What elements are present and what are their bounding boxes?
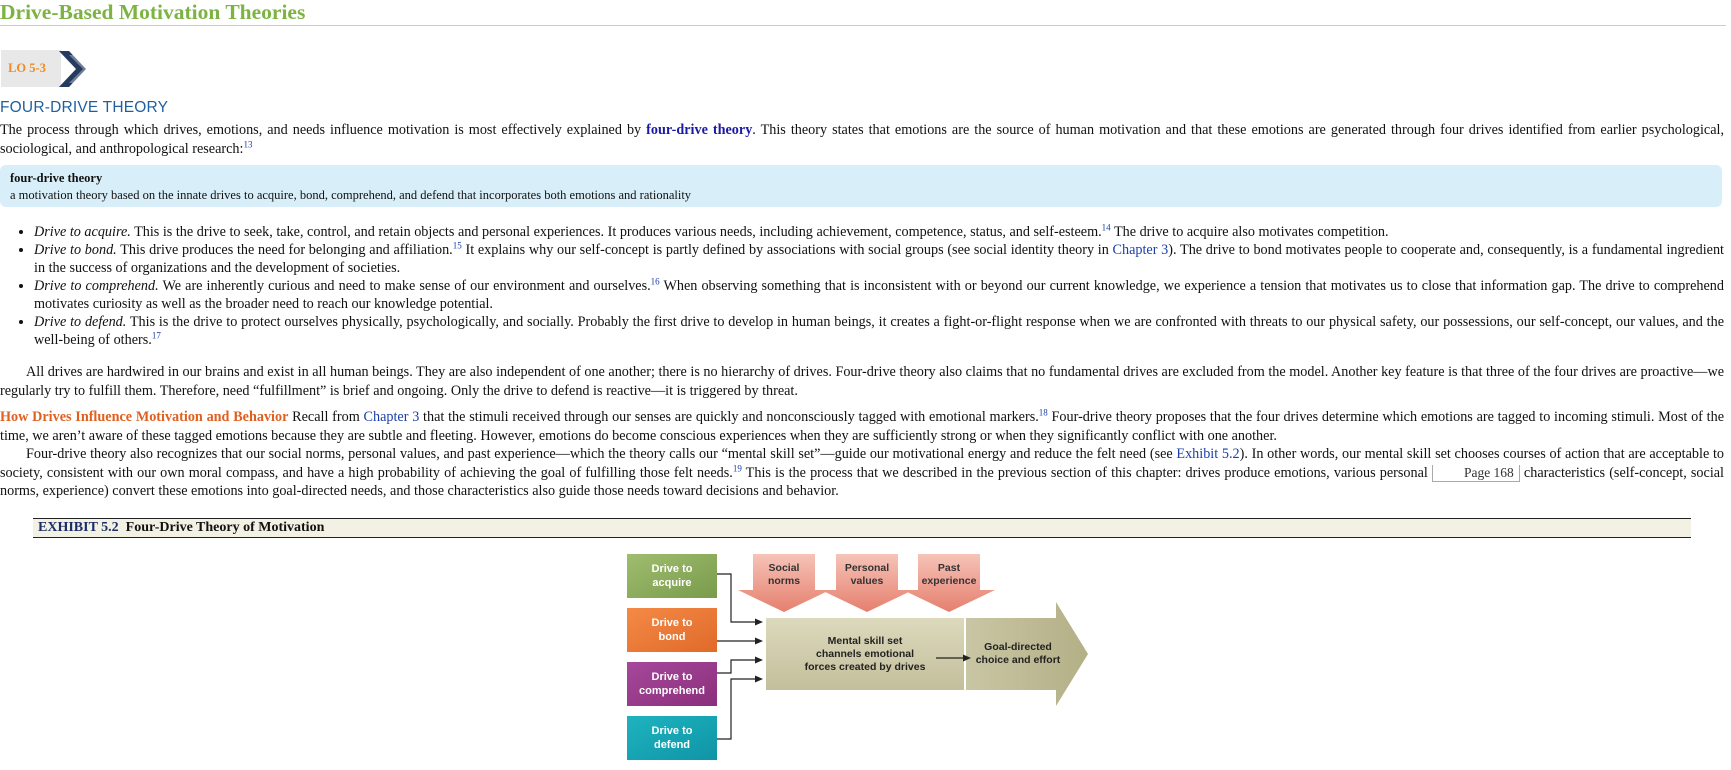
- mental-skill-paragraph: [0, 445, 1724, 501]
- drive-box-label: Drive to: [651, 671, 693, 683]
- drive-list: [0, 223, 1724, 349]
- goal-directed-arrow: [966, 602, 1088, 706]
- drive-name: Drive to comprehend.: [34, 278, 159, 294]
- center-label: channels emotional: [815, 648, 915, 660]
- footnote-ref[interactable]: 19: [732, 462, 742, 473]
- list-item: [34, 223, 1724, 241]
- drive-name: Drive to acquire.: [34, 224, 131, 240]
- drive-box-label: acquire: [652, 577, 692, 589]
- chapter-link[interactable]: Chapter 3: [1112, 242, 1169, 258]
- drive-text: ). The drive to bond motivates people to cooperate and, consequently, is a fundamental ingredient in the success of organizations and the development of societies.: [34, 242, 1724, 276]
- drive-text: The drive to acquire also motivates competition.: [1110, 224, 1389, 240]
- influence-past-experience: [903, 554, 995, 612]
- drive-box-defend: [627, 716, 717, 760]
- para-text: This is the process that we described in the previous section of this chapter: drives produce emotions, various personal: [741, 464, 1432, 481]
- drive-text: We are inherently curious and need to make sense of our environment and ourselves.: [158, 278, 651, 294]
- drive-text: When observing something that is inconsistent with or beyond our current knowledge, we experience a tension that motivates us to close that information gap. The drive to comprehend motivates curiosity as well as the broader need to reach our knowledge potential.: [34, 278, 1724, 312]
- definition-text: a motivation theory based on the innate drives to acquire, bond, comprehend, and defend that incorporates both emotions and rationality: [10, 188, 692, 202]
- footnote-ref[interactable]: 15: [452, 240, 462, 251]
- influence-label: Social: [768, 562, 800, 574]
- drive-box-bond: [627, 608, 717, 652]
- outcome-label: Goal-directed: [984, 641, 1052, 653]
- drive-box-label: Drive to: [651, 725, 693, 737]
- drive-name: Drive to defend.: [34, 314, 127, 330]
- definition-box: [0, 165, 1722, 207]
- exhibit-caption: [33, 518, 1691, 538]
- footnote-ref[interactable]: 18: [1038, 407, 1048, 418]
- para-text: Recall from: [288, 409, 364, 425]
- chapter-link[interactable]: Chapter 3: [363, 409, 420, 425]
- influence-label: Past: [937, 562, 961, 574]
- key-term-link[interactable]: four-drive theory: [646, 122, 753, 138]
- drive-box-acquire: [627, 554, 717, 598]
- chevron-right-icon: [56, 49, 96, 89]
- influence-label: Personal: [844, 562, 890, 574]
- list-item: [34, 313, 1724, 349]
- influence-social-norms: [738, 554, 830, 612]
- drive-text: It explains why our self-concept is partly defined by associations with social groups (see social identity theory in: [461, 242, 1113, 258]
- drive-box-label: Drive to: [651, 563, 693, 575]
- influence-label: values: [850, 575, 884, 587]
- para-text: ). In other words, our mental skill set chooses courses of action that are acceptable to society, consistent with our own moral compass, and have a high probability of achieving the goal of fulfilling those felt needs.: [0, 446, 1724, 481]
- center-label: forces created by drives: [804, 661, 926, 673]
- exhibit-link[interactable]: Exhibit 5.2: [1176, 446, 1240, 462]
- exhibit-number: EXHIBIT 5.2: [38, 520, 119, 535]
- drive-box-label: comprehend: [638, 685, 706, 697]
- center-label: Mental skill set: [827, 635, 903, 647]
- para-text: characteristics (self-concept, social norms, experience) convert these emotions into goal-directed needs, and those characteristics also guide those needs toward decisions and behavior.: [0, 464, 1725, 499]
- footnote-ref[interactable]: 16: [650, 276, 660, 287]
- drive-name: Drive to bond.: [34, 242, 117, 258]
- section-title: FOUR-DRIVE THEORY: [0, 99, 169, 116]
- para-text: Four-drive theory also recognizes that our social norms, personal values, and past experience—which the theory calls our “mental skill set”—guide our motivational energy and reduce the felt need (see: [26, 446, 1177, 462]
- drive-connectors: [717, 574, 756, 739]
- drive-box-label: bond: [658, 631, 686, 643]
- list-item: [34, 241, 1724, 277]
- hardwired-paragraph: All drives are hardwired in our brains and exist in all human beings. They are also independent of one another; there is no hierarchy of drives. Four-drive theory also claims that no fundamental drives are excluded from the model. Another key feature is that three of the four drives are proactive—we regularly try to fulfill them. Therefore, need “fulfillment” is brief and ongoing. Only the drive to defend is reactive—it is triggered by threat.: [0, 364, 1724, 399]
- footnote-ref[interactable]: 17: [151, 330, 161, 341]
- drive-text: This is the drive to protect ourselves physically, psychologically, and socially. Probably the first drive to develop in human beings, it creates a fight-or-flight response when we are confronted with threats to our physical safety, our possessions, our self-concept, our values, and the well-being of others.: [34, 314, 1724, 348]
- run-in-heading: How Drives Influence Motivation and Behavior: [0, 409, 289, 425]
- exhibit-title: Four-Drive Theory of Motivation: [125, 520, 325, 535]
- intro-paragraph: [0, 121, 1724, 158]
- page-marker: Page 168: [1432, 465, 1520, 482]
- page-heading: Drive-Based Motivation Theories: [0, 0, 1726, 26]
- para-text: that the stimuli received through our senses are quickly and nonconsciously tagged with emotional markers.: [419, 409, 1039, 425]
- intro-text: The process through which drives, emotions, and needs influence motivation is most effectively explained by: [0, 122, 647, 138]
- drive-box-label: Drive to: [651, 617, 693, 629]
- intro-text-2: . This theory states that emotions are the source of human motivation and that these emotions are generated through four drives identified from earlier psychological, sociological, and anthropological research:: [0, 122, 1725, 157]
- four-drive-diagram: [620, 546, 1100, 768]
- mental-skill-set-box: [766, 618, 964, 690]
- outcome-label: choice and effort: [975, 654, 1061, 666]
- learning-objective-label: LO 5-3: [1, 50, 61, 87]
- definition-term: four-drive theory: [10, 171, 103, 185]
- list-item: [34, 277, 1724, 313]
- how-drives-paragraph: [0, 408, 1724, 445]
- footnote-ref[interactable]: 14: [1101, 222, 1111, 233]
- drive-box-comprehend: [627, 662, 717, 706]
- footnote-ref[interactable]: 13: [243, 138, 253, 149]
- drive-text: This drive produces the need for belonging and affiliation.: [116, 242, 453, 258]
- drive-box-label: defend: [653, 739, 691, 751]
- drive-text: This is the drive to seek, take, control, and retain objects and personal experiences. It produces various needs, including achievement, competence, status, and self-esteem.: [130, 224, 1102, 240]
- influence-label: norms: [767, 575, 801, 587]
- influence-label: experience: [921, 575, 977, 587]
- influence-personal-values: [821, 554, 913, 612]
- arrowheads: [755, 619, 763, 683]
- para-text: Four-drive theory proposes that the four drives determine which emotions are tagged to incoming stimuli. Most of the time, we aren’t aware of these tagged emotions because they are subtle and fleeting. However, emotions do become conscious experiences when they are sufficiently strong or when they significantly conflict with one another.: [0, 409, 1724, 444]
